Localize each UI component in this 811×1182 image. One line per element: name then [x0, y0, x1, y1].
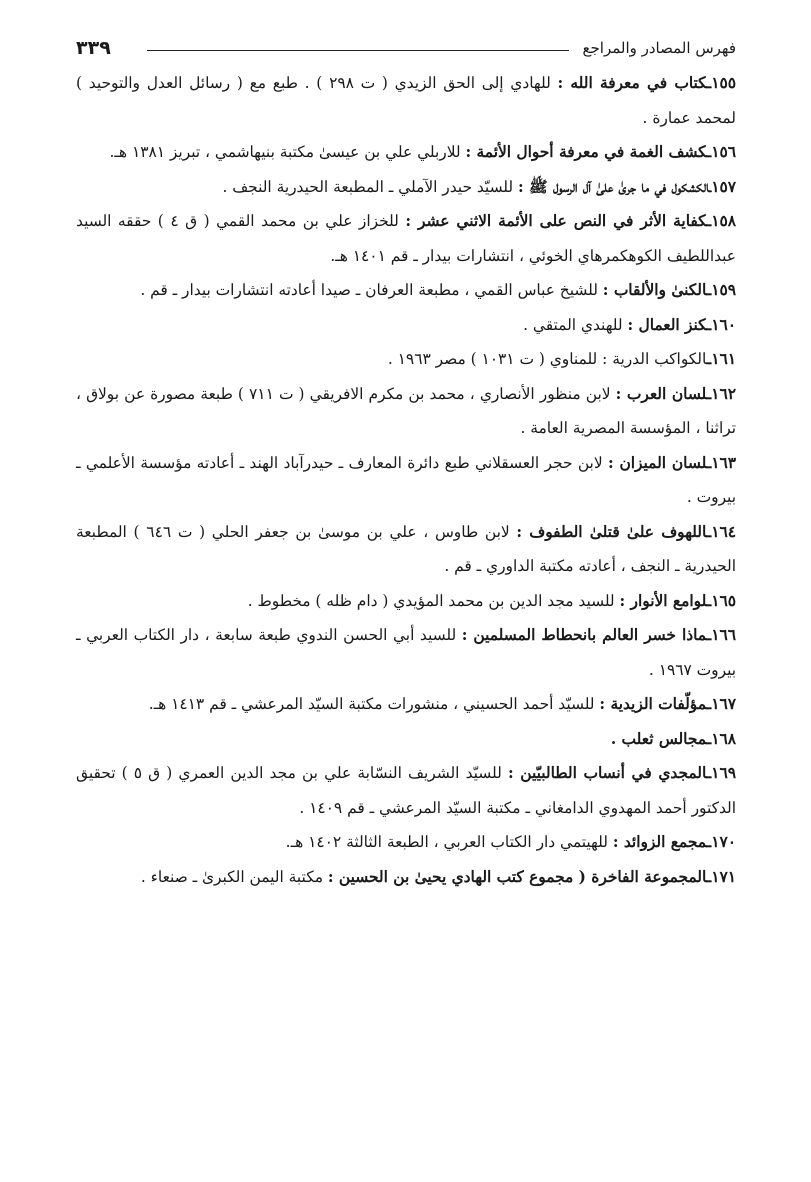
bibliography-entry-155 [76, 66, 736, 135]
bibliography-entry-169 [76, 756, 736, 825]
entry-details: الكواكب الدرية : للمناوي ( ت ١٠٣١ ) مصر ١٩٦٣ . [387, 350, 707, 368]
entry-details: للسيّد حيدر الآملي ـ المطبعة الحيدرية النجف . [222, 177, 518, 196]
entry-title: مؤلّفات الزيدية : [599, 695, 707, 713]
bibliography-entry-159 [76, 273, 736, 308]
entry-title: كنز العمال : [627, 315, 707, 334]
bibliography-entry-166 [76, 618, 736, 687]
bibliography-entry-165 [76, 584, 736, 619]
entry-number: ١٥٧ـ [709, 177, 736, 196]
entry-details: مكتبة اليمن الكبرىٰ ـ صنعاء . [140, 867, 328, 886]
entry-details: للسيد مجد الدين بن محمد المؤيدي ( دام ظله ) مخطوط . [247, 591, 620, 610]
entry-title: ماذا خسر العالم بانحطاط المسلمين : [461, 626, 707, 644]
entry-title: لوامع الأنوار : [619, 591, 707, 610]
bibliography-entry-167 [76, 687, 736, 722]
page-number: ٣٣٩ [76, 37, 111, 59]
running-header [76, 34, 736, 62]
entry-number: ١٦٢ـ [706, 384, 736, 403]
entry-details: لابن طاوس ، علي بن موسىٰ بن جعفر الحلي ( ت ٦٤٦ ) المطبعة الحيدرية ـ النجف ، أعادته مكتبة الداوري ـ قم . [76, 522, 736, 575]
bibliography-entry-158 [76, 204, 736, 273]
entry-details: للخزاز علي بن محمد القمي ( ق ٤ ) حققه السيد عبداللطيف الكوهكمرهاي الخوئي ، انتشارات بيدار ـ قم ١٤٠١ هـ. [76, 212, 736, 265]
bibliography-entry-157 [76, 170, 736, 205]
entry-number: ١٥٨ـ [706, 212, 736, 230]
bibliography-entry-163 [76, 446, 736, 515]
entry-details: للهندي المتقي . [523, 315, 628, 334]
entry-title: لسان الميزان : [607, 453, 707, 472]
bibliography-entry-170 [76, 825, 736, 860]
bibliography-entry-160 [76, 308, 736, 343]
entry-number: ١٧١ـ [706, 867, 736, 886]
bibliography-entry-161 [76, 342, 736, 377]
entry-number: ١٦٤ـ [706, 522, 736, 541]
entry-number: ١٦٥ـ [706, 591, 736, 610]
entry-details: لابن حجر العسقلاني طبع دائرة المعارف ـ حيدرآباد الهند ـ أعادته مؤسسة الأعلمي ـ بيروت . [76, 453, 736, 506]
bibliography-list [76, 66, 736, 894]
entry-title: مجالس ثعلب . [610, 729, 707, 748]
entry-details: للاربلي علي بن عيسىٰ مكتبة بنيهاشمي ، تبريز ١٣٨١ هـ. [109, 143, 466, 161]
entry-number: ١٥٩ـ [706, 281, 736, 299]
header-rule [147, 50, 569, 51]
entry-details: لابن منظور الأنصاري ، محمد بن مكرم الافريقي ( ت ٧١١ ) طبعة مصورة عن بولاق ، تراثنا ، المؤسسة المصرية العامة . [76, 384, 736, 437]
bibliography-entry-156 [76, 135, 736, 170]
entry-title: المجدي في أنساب الطالبيّين : [507, 764, 707, 782]
entry-title: الكشكول في ما جرىٰ علىٰ آل الرسول ﷺ : [517, 177, 710, 196]
entry-number: ١٦٨ـ [706, 729, 736, 748]
entry-number: ١٧٠ـ [706, 833, 736, 851]
entry-title: كفاية الأثر في النص على الأئمة الاثني عشر : [405, 212, 707, 230]
entry-details: للشيخ عباس القمي ، مطبعة العرفان ـ صيدا أعادته انتشارات بيدار ـ قم . [140, 281, 603, 299]
bibliography-entry-171 [76, 860, 736, 895]
bibliography-entry-162 [76, 377, 736, 446]
entry-number: ١٥٦ـ [706, 143, 736, 161]
entry-number: ١٦٩ـ [706, 764, 736, 782]
entry-title: اللهوف علىٰ قتلىٰ الطفوف : [516, 522, 707, 541]
entry-details: للهيتمي دار الكتاب العربي ، الطبعة الثالثة ١٤٠٢ هـ. [285, 833, 613, 851]
entry-title: كشف الغمة في معرفة أحوال الأئمة : [465, 143, 707, 161]
entry-number: ١٦٠ـ [706, 315, 736, 334]
entry-details: للسيد أبي الحسن الندوي طبعة سابعة ، دار الكتاب العربي ـ بيروت ١٩٦٧ . [76, 626, 736, 679]
entry-number: ١٦٣ـ [706, 453, 737, 472]
entry-details: للهادي إلى الحق الزيدي ( ت ٢٩٨ ) . طبع مع ( رسائل العدل والتوحيد ) لمحمد عمارة . [76, 74, 736, 127]
entry-title: المجموعة الفاخرة ( مجموع كتب الهادي يحيىٰ بن الحسين : [327, 867, 707, 886]
entry-title: مجمع الزوائد : [612, 833, 707, 851]
running-header-title: فهرس المصادر والمراجع [582, 39, 736, 57]
entry-number: ١٥٥ـ [706, 74, 736, 92]
entry-number: ١٦٦ـ [706, 626, 736, 644]
entry-number: ١٦١ـ [706, 350, 736, 368]
entry-details: للسيّد أحمد الحسيني ، منشورات مكتبة السيّد المرعشي ـ قم ١٤١٣ هـ. [148, 695, 600, 713]
bibliography-entry-164 [76, 515, 736, 584]
document-page [76, 34, 736, 894]
entry-title: الكنىٰ والألقاب : [602, 281, 707, 299]
entry-title: لسان العرب : [615, 384, 707, 403]
bibliography-entry-168 [76, 722, 736, 757]
entry-details: للسيّد الشريف النسّابة علي بن مجد الدين العمري ( ق ٥ ) تحقيق الدكتور أحمد المهدوي الدامغاني ـ مكتبة السيّد المرعشي ـ قم ١٤٠٩ . [76, 764, 736, 817]
entry-title: كتاب في معرفة الله : [557, 74, 707, 92]
entry-number: ١٦٧ـ [706, 695, 736, 713]
